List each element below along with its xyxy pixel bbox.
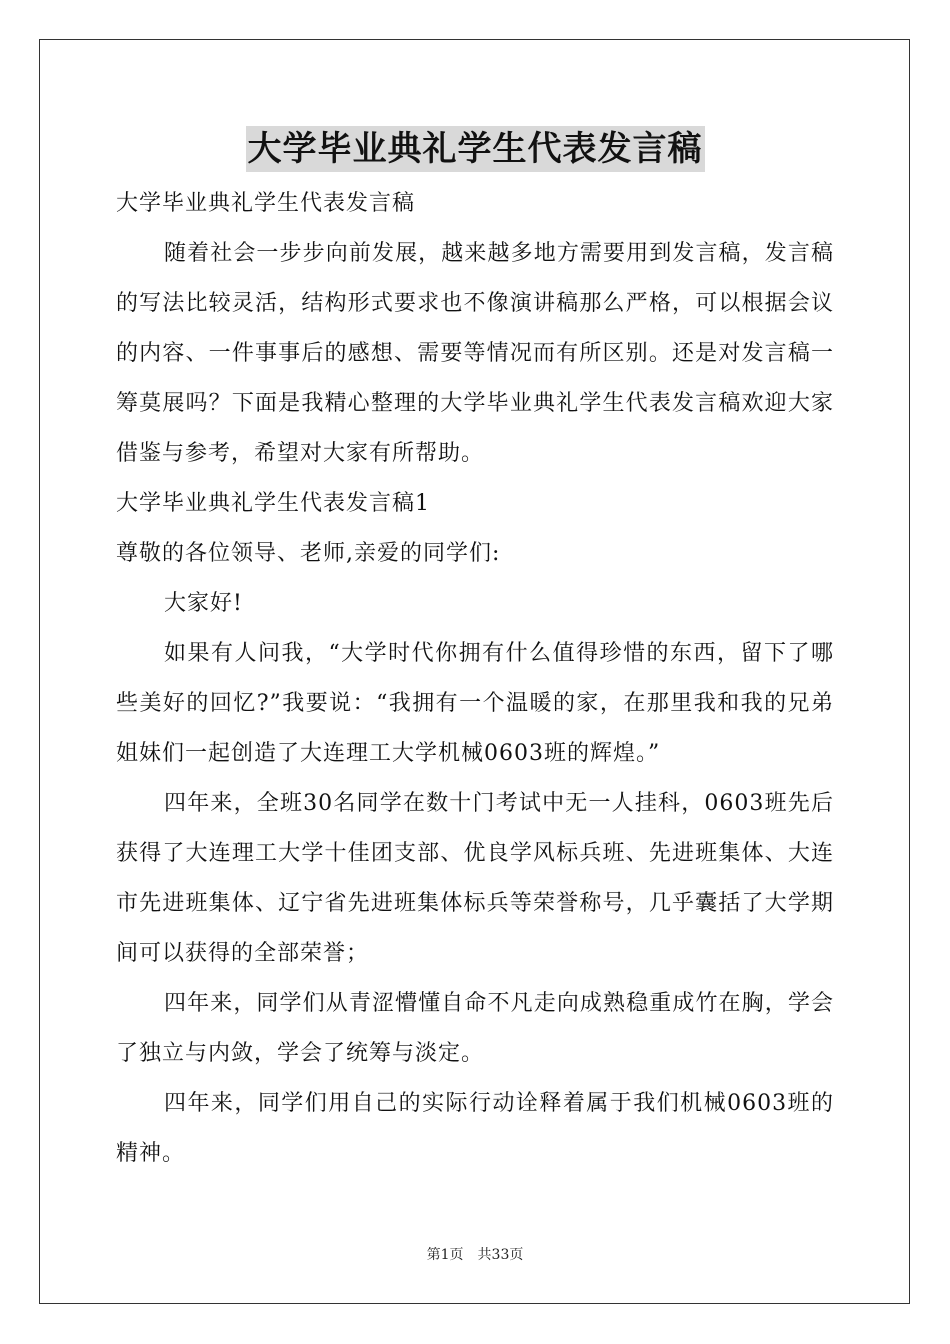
- body-paragraph: 四年来，同学们用自己的实际行动诠释着属于我们机械0603班的精神。: [116, 1091, 834, 1166]
- title-container: [0, 126, 950, 172]
- section-heading: 大学毕业典礼学生代表发言稿1: [116, 491, 430, 516]
- page-footer: [0, 1245, 950, 1265]
- body-paragraph: 四年来，同学们从青涩懵懂自命不凡走向成熟稳重成竹在胸，学会了独立与内敛，学会了统筹与淡定。: [116, 991, 834, 1066]
- greeting-paragraph: 大家好!: [164, 591, 243, 616]
- page-number: 第1页: [426, 1247, 464, 1263]
- document-body: [116, 179, 834, 1179]
- subtitle-paragraph: 大学毕业典礼学生代表发言稿: [116, 191, 416, 216]
- body-paragraph: 四年来，全班30名同学在数十门考试中无一人挂科，0603班先后获得了大连理工大学十佳团支部、优良学风标兵班、先进班集体、大连市先进班集体、辽宁省先进班集体标兵等荣誉称号，几乎囊括了大学期间可以获得的全部荣誉；: [116, 791, 834, 966]
- document-title: 大学毕业典礼学生代表发言稿: [246, 126, 705, 172]
- total-pages: 共33页: [477, 1247, 524, 1263]
- intro-paragraph: 随着社会一步步向前发展，越来越多地方需要用到发言稿，发言稿的写法比较灵活，结构形式要求也不像演讲稿那么严格，可以根据会议的内容、一件事事后的感想、需要等情况而有所区别。还是对发言稿一筹莫展吗？下面是我精心整理的大学毕业典礼学生代表发言稿欢迎大家借鉴与参考，希望对大家有所帮助。: [116, 241, 834, 466]
- body-paragraph: 如果有人问我，“大学时代你拥有什么值得珍惜的东西，留下了哪些美好的回忆?”我要说：“我拥有一个温暖的家，在那里我和我的兄弟姐妹们一起创造了大连理工大学机械0603班的辉煌。”: [116, 641, 834, 766]
- salutation-paragraph: 尊敬的各位领导、老师,亲爱的同学们:: [116, 541, 501, 566]
